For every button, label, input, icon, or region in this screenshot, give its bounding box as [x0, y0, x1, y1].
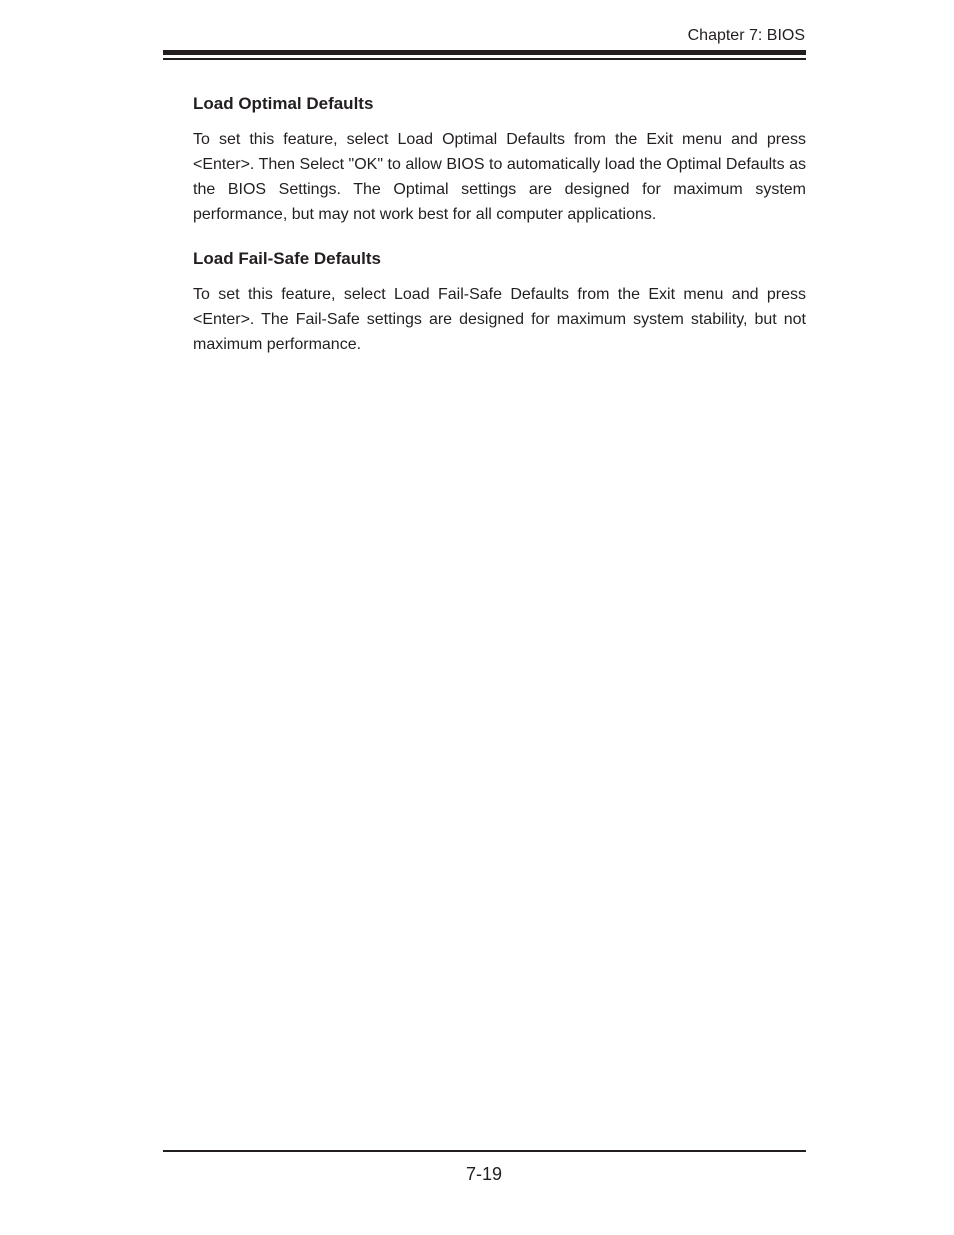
header-rule-thick [163, 50, 806, 55]
section-load-fail-safe-defaults [193, 247, 806, 357]
page-number: 7-19 [465, 1164, 503, 1184]
header-rule-thin [163, 58, 806, 60]
chapter-title: Chapter 7: BIOS [687, 27, 805, 44]
page-content [193, 92, 806, 357]
section-load-optimal-defaults [193, 92, 806, 227]
section-title: Load Fail-Safe Defaults [193, 249, 381, 268]
footer-rule [163, 1150, 806, 1152]
section-paragraph: To set this feature, select Load Fail-Safe Defaults from the Exit menu and press <Enter>. The Fail-Safe settings are designed for maximum system stability, but not maximum performance. [193, 286, 806, 353]
section-title: Load Optimal Defaults [193, 94, 374, 113]
section-paragraph: To set this feature, select Load Optimal Defaults from the Exit menu and press <Enter>. Then Select "OK" to allow BIOS to automatically load the Optimal Defaults as the BIOS Settings. The Optimal settings are designed for maximum system performance, but may not work best for all computer applications. [193, 131, 806, 223]
